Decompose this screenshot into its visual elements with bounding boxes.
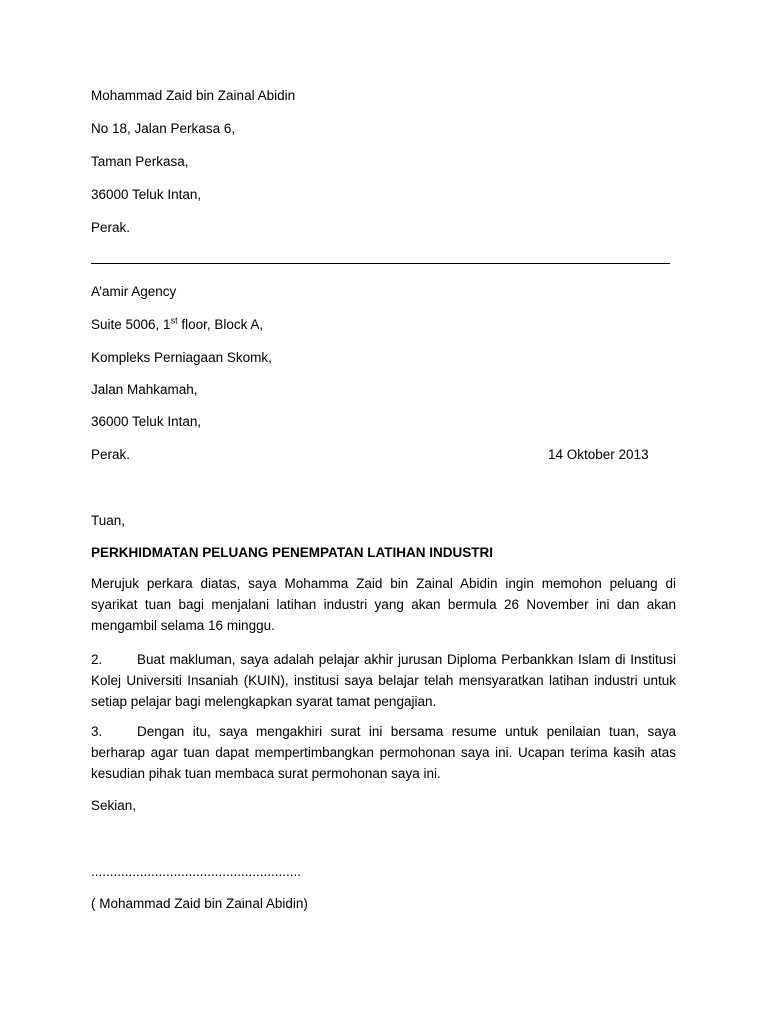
sender-address-line: Taman Perkasa,	[91, 154, 189, 169]
paragraph-3-number: 3.	[91, 724, 103, 739]
sender-address-line: No 18, Jalan Perkasa 6,	[91, 121, 236, 136]
signature-line: ........................................................	[91, 864, 302, 879]
recipient-address-line: Jalan Mahkamah,	[91, 382, 198, 397]
paragraph-2	[91, 649, 676, 712]
divider-line	[91, 263, 670, 264]
paragraph-2-text: Buat makluman, saya adalah pelajar akhir jurusan Diploma Perbankkan Islam di Institusi Kolej Universiti Insaniah (KUIN), institusi saya belajar telah mensyaratkan latihan industri untuk setiap pelajar bagi melengkapkan syarat tamat pengajian.	[91, 652, 676, 709]
recipient-suite-prefix: Suite 5006, 1	[91, 317, 171, 332]
recipient-suite-suffix: floor, Block A,	[177, 317, 264, 332]
letter-date: 14 Oktober 2013	[548, 447, 649, 462]
signature-name: ( Mohammad Zaid bin Zainal Abidin)	[91, 896, 308, 911]
recipient-address-line: Kompleks Perniagaan Skomk,	[91, 350, 272, 365]
recipient-suite-sup: st	[170, 315, 178, 326]
recipient-suite	[91, 316, 263, 333]
sender-address-line: Perak.	[91, 220, 131, 235]
recipient-name: A’amir Agency	[91, 284, 177, 299]
recipient-address-line: 36000 Teluk Intan,	[91, 414, 202, 429]
paragraph-3-text: Dengan itu, saya mengakhiri surat ini bersama resume untuk penilaian tuan, saya berharap agar tuan dapat mempertimbangkan permohonan saya ini. Ucapan terima kasih atas kesudian pihak tuan membaca surat permohonan saya ini.	[91, 724, 676, 781]
closing: Sekian,	[91, 798, 137, 813]
paragraph-1: Merujuk perkara diatas, saya Mohamma Zaid bin Zainal Abidin ingin memohon peluang di syarikat tuan bagi menjalani latihan industri yang akan bermula 26 November ini dan akan mengambil selama 16 minggu.	[91, 576, 676, 633]
letter-subject: PERKHIDMATAN PELUANG PENEMPATAN LATIHAN INDUSTRI	[91, 545, 493, 560]
paragraph-3	[91, 721, 676, 784]
salutation: Tuan,	[91, 513, 126, 528]
sender-address-line: 36000 Teluk Intan,	[91, 187, 202, 202]
sender-name: Mohammad Zaid bin Zainal Abidin	[91, 88, 296, 103]
paragraph-2-number: 2.	[91, 652, 103, 667]
recipient-state: Perak.	[91, 447, 131, 462]
